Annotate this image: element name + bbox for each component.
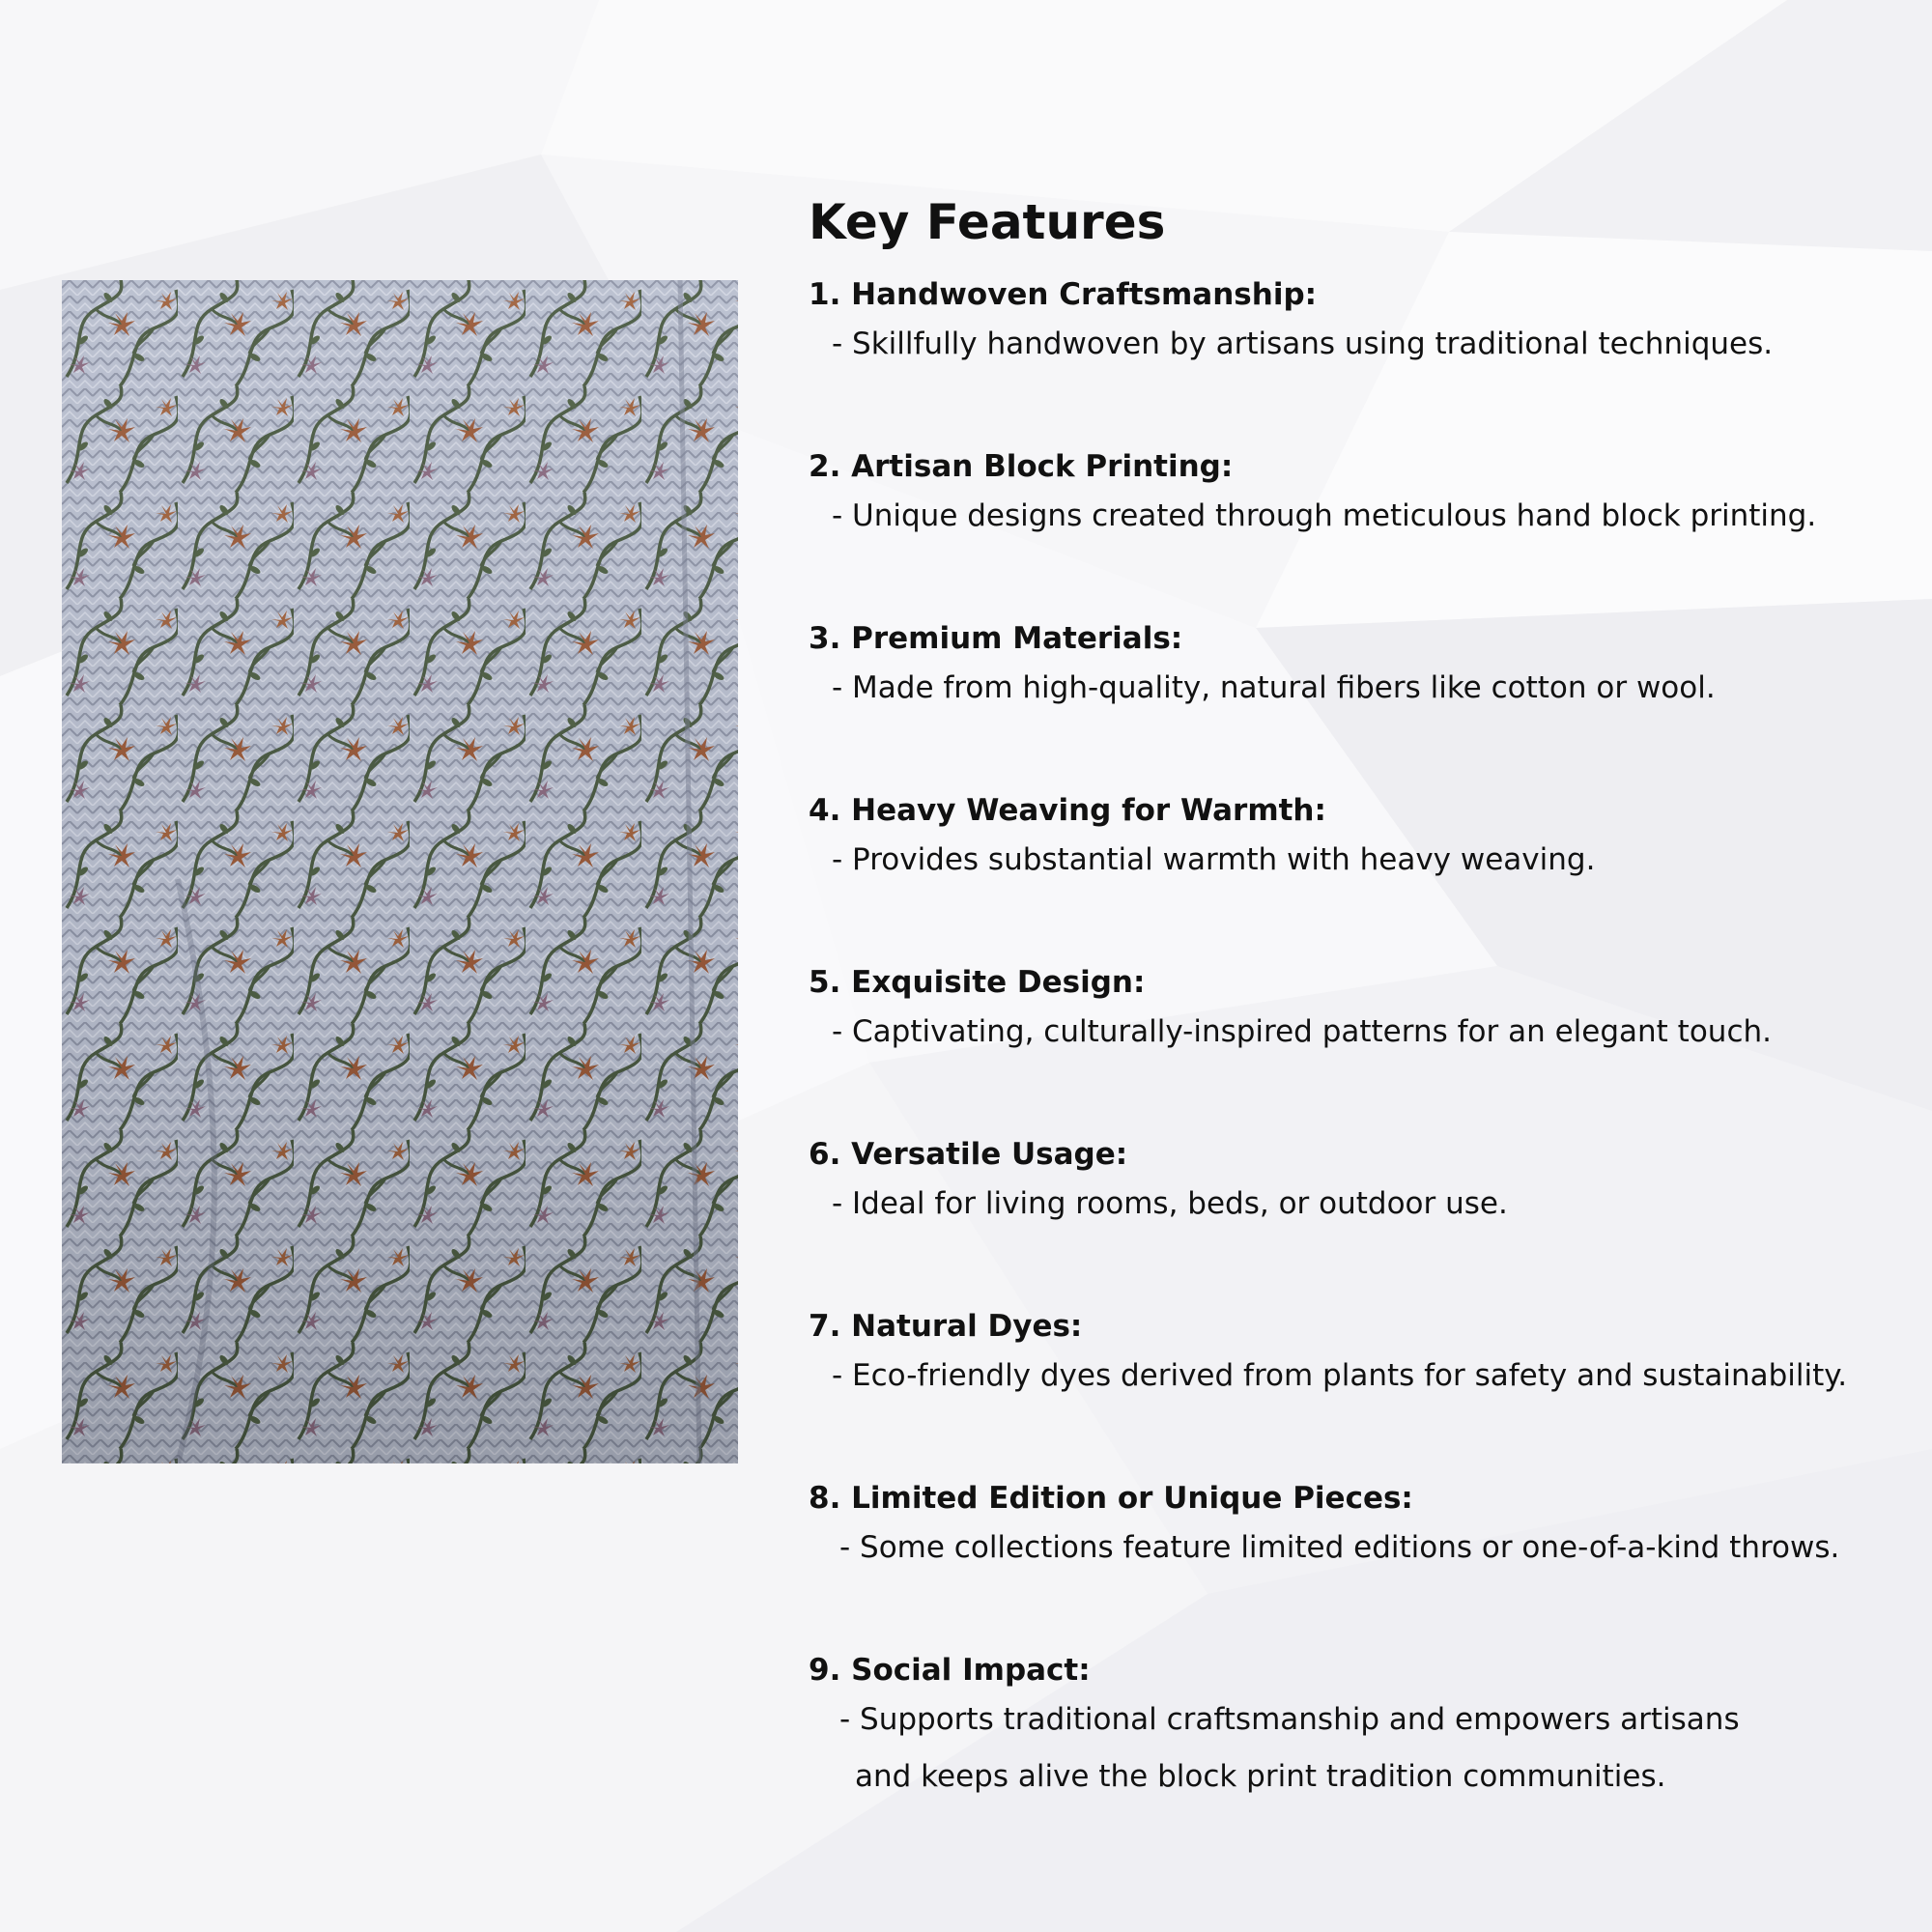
feature-description: - Provides substantial warmth with heavy weaving. [832, 842, 1596, 877]
feature-heading: 2. Artisan Block Printing: [809, 449, 1234, 484]
feature-item [809, 445, 1900, 617]
fabric-photo-icon [62, 280, 738, 1463]
feature-item [809, 1305, 1900, 1477]
feature-heading: 3. Premium Materials: [809, 621, 1183, 656]
feature-item [809, 1133, 1900, 1305]
feature-description: - Eco-friendly dyes derived from plants for safety and sustainability. [832, 1358, 1848, 1393]
feature-item [809, 617, 1900, 789]
feature-description: - Captivating, culturally-inspired patterns for an elegant touch. [832, 1014, 1772, 1049]
feature-heading: 7. Natural Dyes: [809, 1309, 1083, 1344]
feature-item [809, 1477, 1900, 1649]
fabric-photo [62, 280, 738, 1463]
feature-heading: 9. Social Impact: [809, 1653, 1091, 1688]
feature-heading: 8. Limited Edition or Unique Pieces: [809, 1481, 1413, 1516]
feature-heading: 4. Heavy Weaving for Warmth: [809, 793, 1326, 828]
feature-description: - Supports traditional craftsmanship and empowers artisans [839, 1702, 1740, 1737]
feature-list [809, 273, 1900, 1821]
feature-item [809, 789, 1900, 961]
page-title: Key Features [809, 194, 1166, 250]
feature-description: - Ideal for living rooms, beds, or outdoor use. [832, 1186, 1508, 1221]
feature-description: - Unique designs created through meticulous hand block printing. [832, 498, 1817, 533]
feature-description: - Some collections feature limited editions or one-of-a-kind throws. [839, 1530, 1840, 1565]
feature-description-continued: and keeps alive the block print tradition communities. [855, 1759, 1666, 1794]
feature-heading: 6. Versatile Usage: [809, 1137, 1128, 1172]
feature-item [809, 273, 1900, 445]
feature-heading: 1. Handwoven Craftsmanship: [809, 277, 1318, 312]
feature-item [809, 961, 1900, 1133]
key-features-section [809, 188, 1900, 1821]
feature-description: - Skillfully handwoven by artisans using traditional techniques. [832, 327, 1774, 361]
feature-heading: 5. Exquisite Design: [809, 965, 1146, 1000]
feature-description: - Made from high-quality, natural fibers like cotton or wool. [832, 670, 1716, 705]
feature-item [809, 1649, 1900, 1821]
